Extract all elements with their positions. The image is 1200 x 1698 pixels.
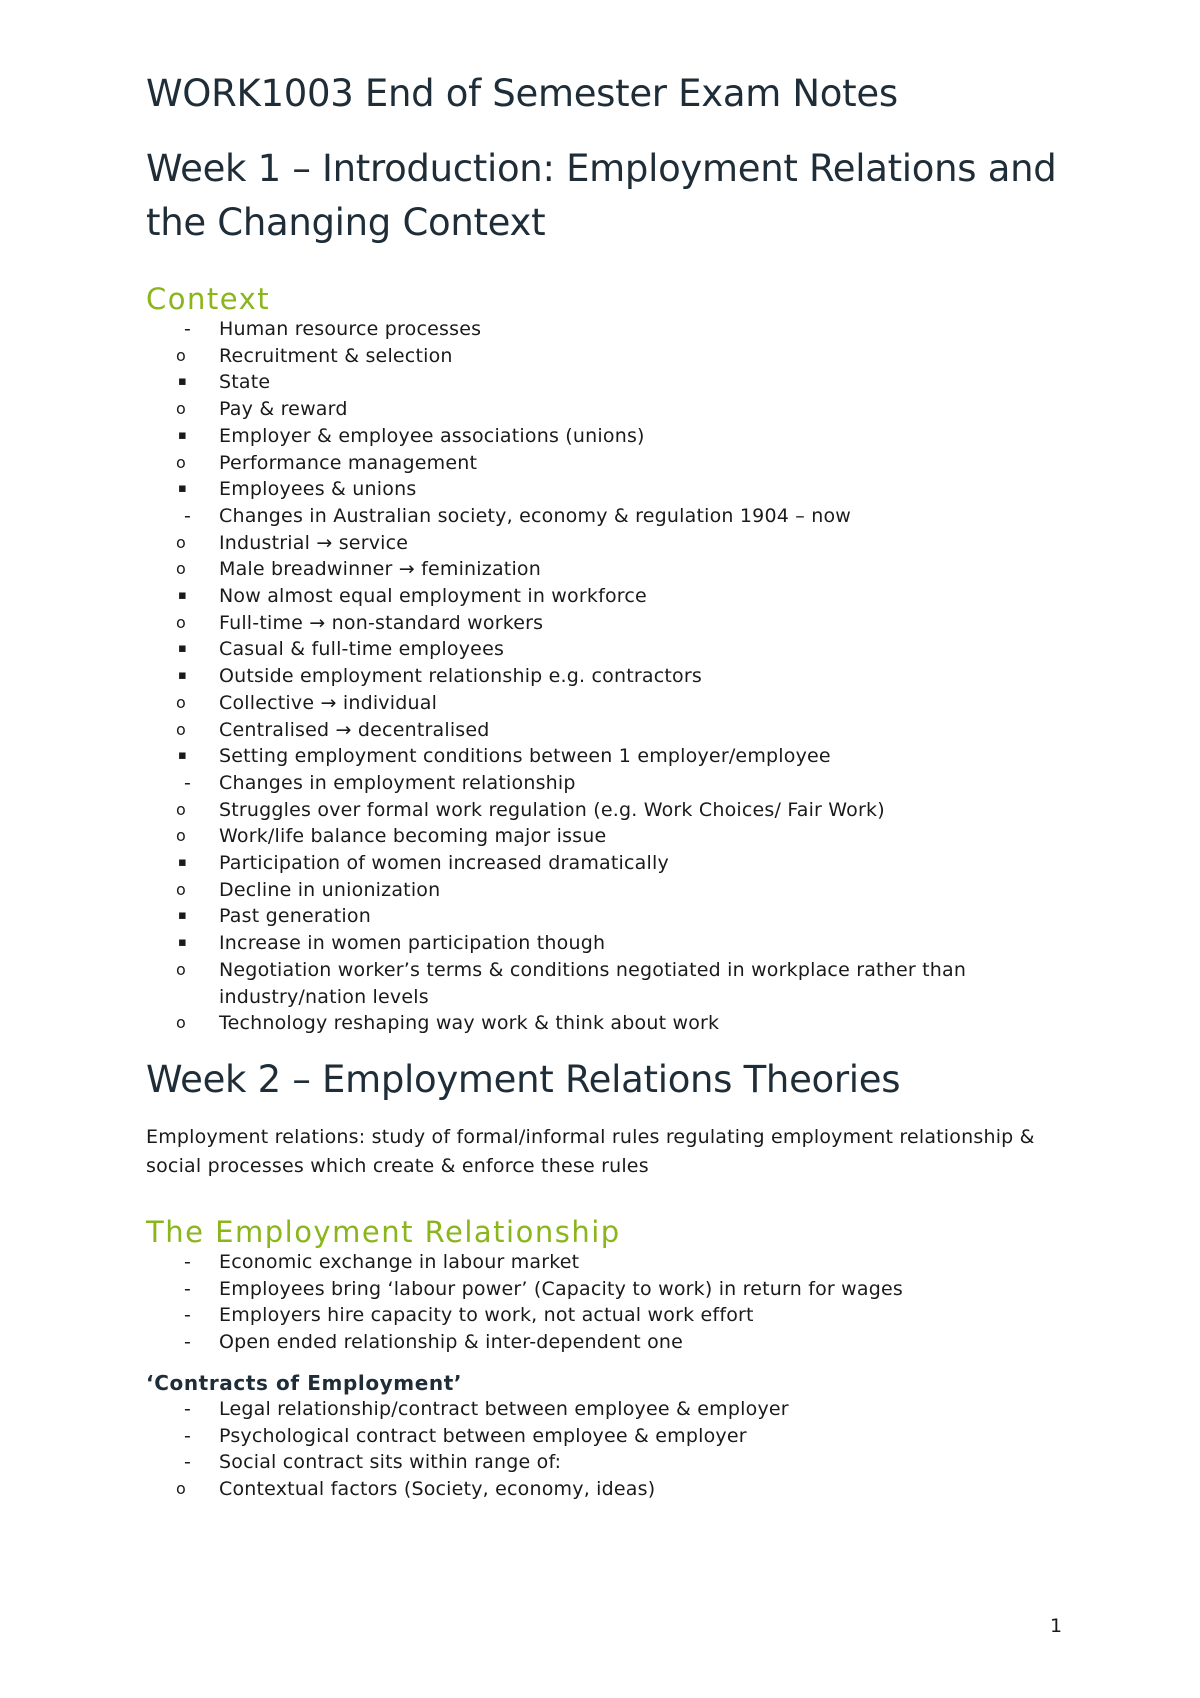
list-item-text: Performance management [219, 451, 478, 474]
list-item-level1 [146, 1249, 1066, 1276]
sub-sub-list [146, 850, 1066, 877]
list-item-text: Male breadwinner → feminization [219, 558, 541, 581]
list-item-text: Increase in women participation though [219, 932, 606, 955]
page-number: 1 [1050, 1615, 1063, 1637]
bullet-marker: o [176, 1478, 186, 1498]
list-item-level2 [146, 450, 1066, 477]
list-item-text: Employees & unions [219, 478, 417, 501]
list-item-level1 [146, 1396, 1066, 1423]
list-item-text: Now almost equal employment in workforce [219, 585, 647, 608]
list-item-level3 [146, 930, 1066, 957]
list-item-level1 [146, 1276, 1066, 1303]
bullet-marker: ▪ [178, 588, 188, 604]
bullet-marker: ▪ [178, 427, 188, 443]
bullet-marker: ▪ [178, 641, 188, 657]
contracts-heading: ‘Contracts of Employment’ [146, 1370, 463, 1395]
sub-sub-list [146, 636, 1066, 689]
bullet-marker: ▪ [178, 374, 188, 390]
list-item-text: Collective → individual [219, 691, 438, 714]
list-item-text: Work/life balance becoming major issue [219, 825, 607, 848]
list-item-text: Technology reshaping way work & think about work [219, 1012, 720, 1035]
list-item-level3 [146, 636, 1066, 663]
list-item-text: Industrial → service [219, 531, 409, 554]
list-item-level1 [146, 1329, 1066, 1356]
sub-sub-list [146, 423, 1066, 450]
list-item-level3 [146, 583, 1066, 610]
list-item-level3 [146, 743, 1066, 770]
list-item-text: Decline in unionization [219, 878, 441, 901]
sub-list [146, 797, 1066, 1037]
bullet-marker: o [176, 826, 186, 846]
sub-sub-list [146, 743, 1066, 770]
list-item-text: Psychological contract between employee & employer [219, 1424, 747, 1447]
list-item-text: Recruitment & selection [219, 344, 453, 367]
bullet-marker: o [176, 879, 186, 899]
list-item-text: Contextual factors (Society, economy, ideas) [219, 1477, 656, 1500]
list-item-text: Employers hire capacity to work, not actual work effort [219, 1304, 754, 1327]
week1-heading: Week 1 – Introduction: Employment Relations and the Changing Context [146, 147, 1057, 244]
list-item-level3 [146, 423, 1066, 450]
bullet-marker: - [184, 504, 192, 527]
sub-list [146, 530, 1066, 770]
list-item-level1 [146, 770, 1066, 797]
list-item-text: Social contract sits within range of: [219, 1451, 562, 1474]
list-item-level3 [146, 850, 1066, 877]
list-item-level1 [146, 503, 1066, 530]
bullet-marker: ▪ [178, 748, 188, 764]
bullet-marker: - [184, 771, 192, 794]
list-item-text: Human resource processes [219, 318, 482, 340]
list-item-level2 [146, 957, 1066, 1010]
bullet-marker: - [184, 1424, 192, 1447]
list-item-level3 [146, 663, 1066, 690]
bullet-marker: o [176, 799, 186, 819]
list-item-level2 [146, 530, 1066, 557]
context-list [146, 316, 1066, 1037]
list-item-text: Centralised → decentralised [219, 718, 490, 741]
list-item-text: Employees bring ‘labour power’ (Capacity to work) in return for wages [219, 1277, 903, 1300]
list-item-level2 [146, 1010, 1066, 1037]
bullet-marker: o [176, 1013, 186, 1033]
bullet-marker: o [176, 399, 186, 419]
bullet-marker: o [176, 532, 186, 552]
sub-sub-list [146, 903, 1066, 956]
list-item-level3 [146, 903, 1066, 930]
list-item-text: Participation of women increased dramatically [219, 852, 669, 875]
list-item-text: Employer & employee associations (unions) [219, 424, 645, 447]
bullet-marker: - [184, 1304, 192, 1327]
list-item-level2 [146, 717, 1066, 744]
list-item-level1 [146, 1423, 1066, 1450]
list-item-text: Changes in Australian society, economy & regulation 1904 – now [219, 504, 852, 527]
list-item-level3 [146, 369, 1066, 396]
bullet-marker: o [176, 612, 186, 632]
bullet-marker: ▪ [178, 481, 188, 497]
list-item-level2 [146, 610, 1066, 637]
context-heading: Context [146, 282, 271, 316]
bullet-marker: - [184, 1277, 192, 1300]
list-item-text: Legal relationship/contract between employee & employer [219, 1397, 789, 1420]
bullet-marker: ▪ [178, 908, 188, 924]
list-item-text: Changes in employment relationship [219, 771, 576, 794]
list-item-text: Casual & full-time employees [219, 638, 505, 661]
employment-relationship-list [146, 1249, 1066, 1356]
list-item-text: Open ended relationship & inter-dependent one [219, 1331, 684, 1354]
employment-relations-definition: Employment relations: study of formal/informal rules regulating employment relationship & social processes which create & enforce these rules [146, 1125, 1035, 1177]
employment-relationship-heading: The Employment Relationship [146, 1214, 621, 1249]
list-item-text: State [219, 371, 271, 394]
list-item-text: Struggles over formal work regulation (e.g. Work Choices/ Fair Work) [219, 798, 885, 821]
list-item-level1 [146, 316, 1066, 343]
bullet-marker: - [184, 1250, 192, 1273]
bullet-marker: - [184, 1451, 192, 1474]
list-item-level2 [146, 556, 1066, 583]
contracts-list [146, 1396, 1066, 1503]
list-item-level1 [146, 1302, 1066, 1329]
bullet-marker: o [176, 692, 186, 712]
list-item-level1 [146, 1449, 1066, 1476]
list-item-text: Past generation [219, 905, 371, 928]
bullet-marker: - [184, 318, 192, 340]
document-page [146, 70, 1066, 1503]
list-item-text: Pay & reward [219, 398, 348, 421]
bullet-marker: - [184, 1331, 192, 1354]
list-item-text: Setting employment conditions between 1 employer/employee [219, 745, 831, 768]
sub-sub-list [146, 369, 1066, 396]
document-title: WORK1003 End of Semester Exam Notes [146, 72, 898, 115]
bullet-marker: ▪ [178, 935, 188, 951]
list-item-text: Full-time → non-standard workers [219, 611, 544, 634]
bullet-marker: ▪ [178, 855, 188, 871]
list-item-level2 [146, 690, 1066, 717]
list-item-level2 [146, 823, 1066, 850]
list-item-level2 [146, 1476, 1066, 1503]
sub-sub-list [146, 583, 1066, 610]
list-item-text: Negotiation worker’s terms & conditions negotiated in workplace rather than industry/nation levels [219, 958, 967, 1008]
sub-list [146, 343, 1066, 503]
list-item-text: Outside employment relationship e.g. contractors [219, 665, 702, 688]
week2-heading: Week 2 – Employment Relations Theories [146, 1057, 901, 1101]
sub-list [146, 1476, 1066, 1503]
bullet-marker: o [176, 345, 186, 365]
list-item-level3 [146, 476, 1066, 503]
bullet-marker: ▪ [178, 668, 188, 684]
bullet-marker: o [176, 452, 186, 472]
bullet-marker: - [184, 1397, 192, 1420]
bullet-marker: o [176, 959, 186, 979]
sub-sub-list [146, 476, 1066, 503]
bullet-marker: o [176, 559, 186, 579]
list-item-level2 [146, 343, 1066, 370]
list-item-level2 [146, 797, 1066, 824]
bullet-marker: o [176, 719, 186, 739]
list-item-level2 [146, 877, 1066, 904]
list-item-text: Economic exchange in labour market [219, 1250, 580, 1273]
list-item-level2 [146, 396, 1066, 423]
